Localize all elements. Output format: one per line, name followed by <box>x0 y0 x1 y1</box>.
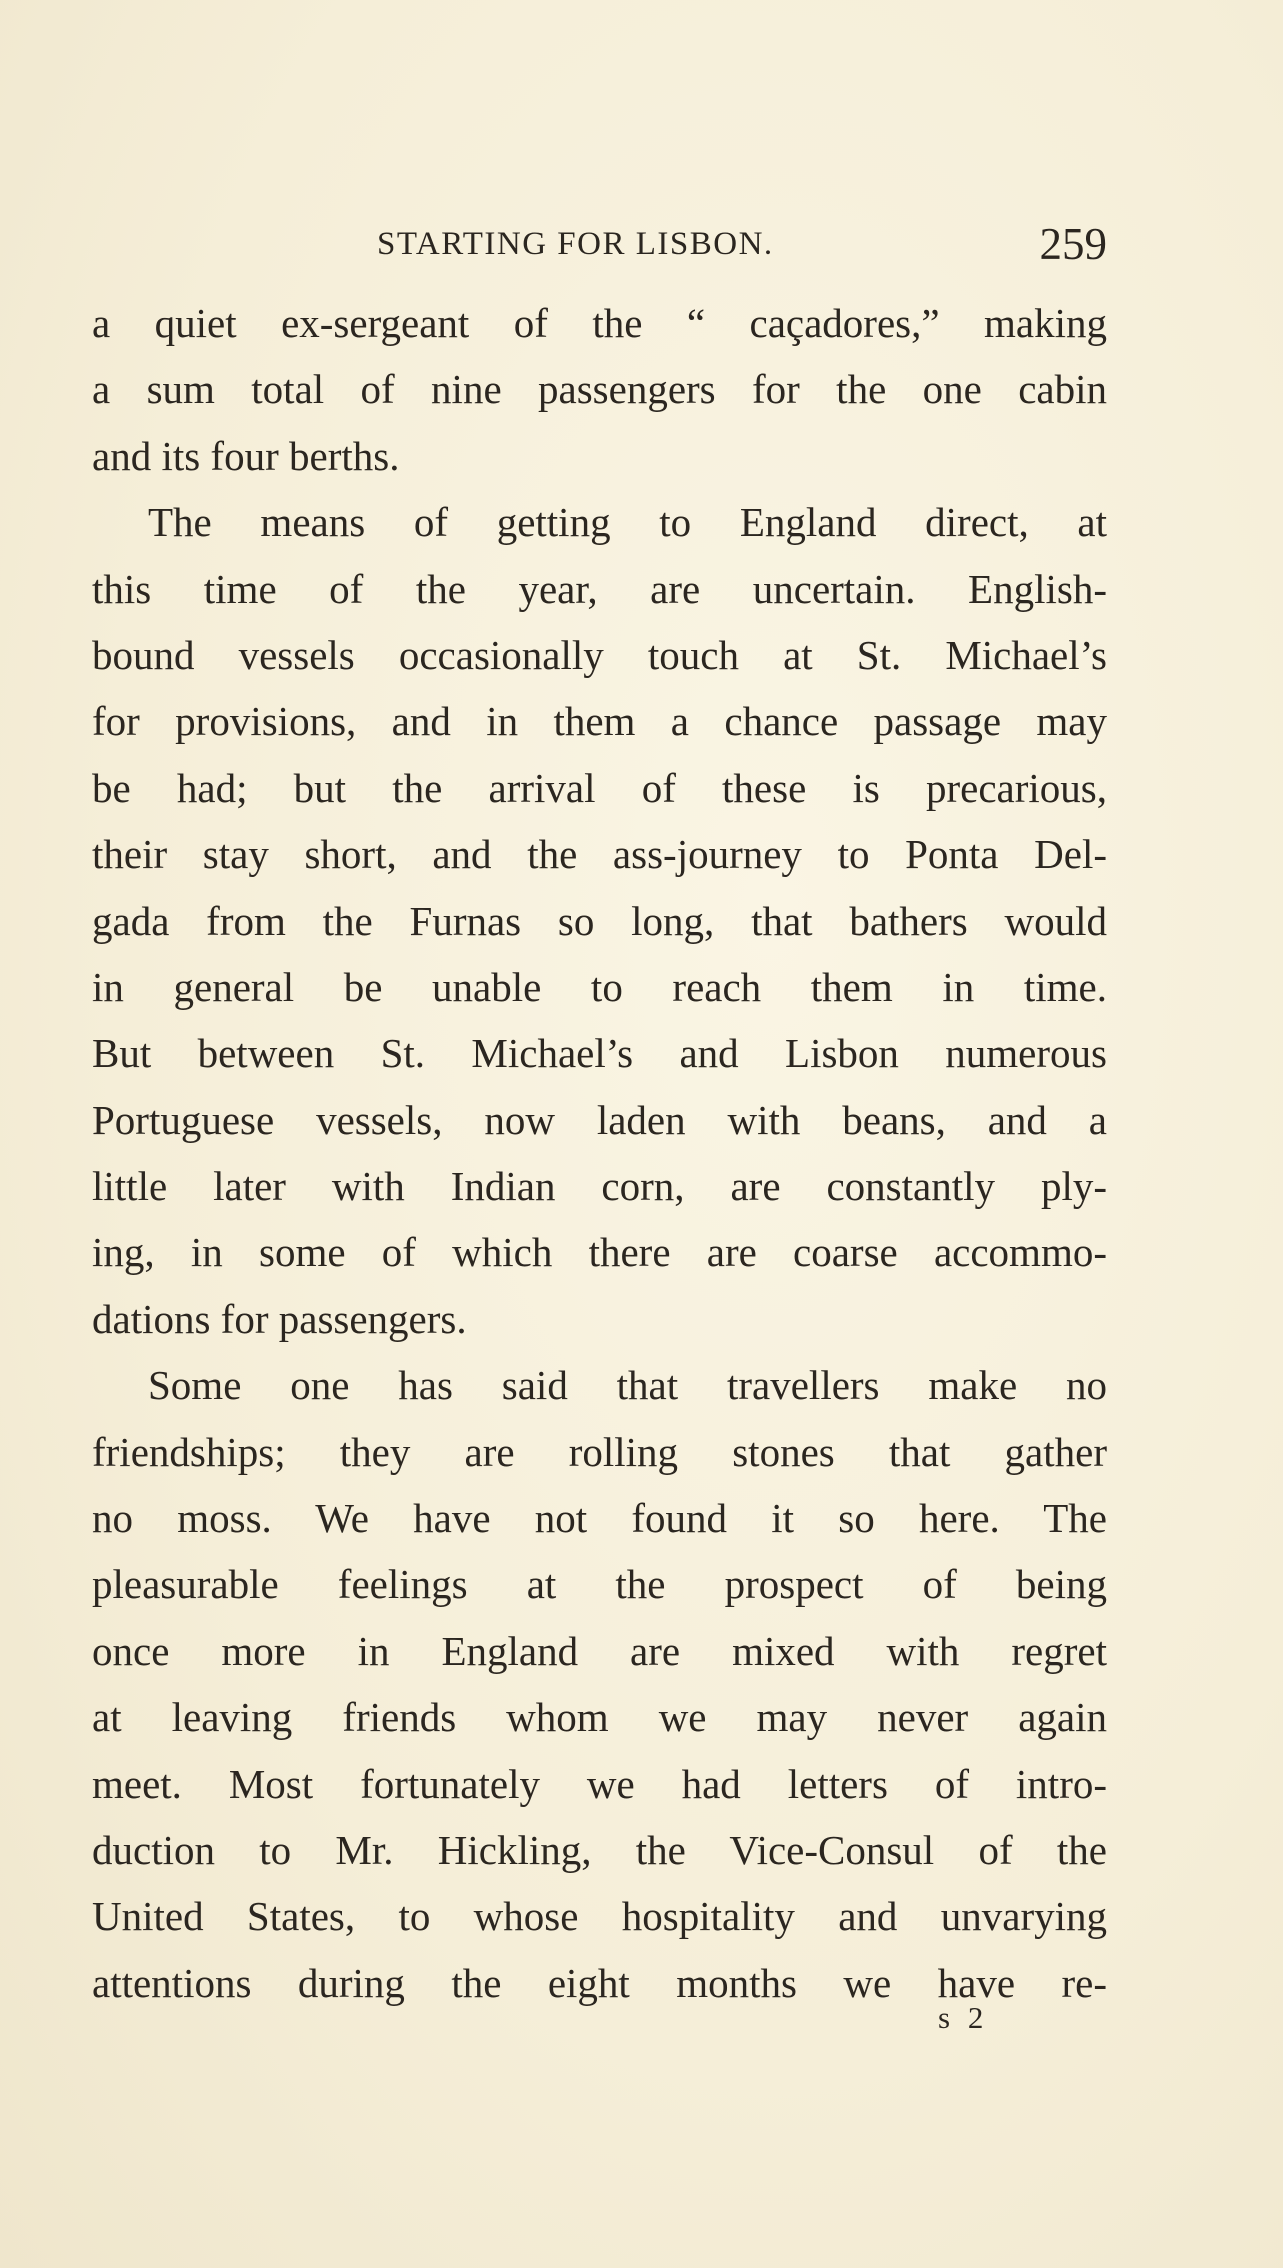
signature-mark: s 2 <box>938 2000 989 2035</box>
text-line: and its four berths. <box>92 432 400 479</box>
text-line: bound vessels occasionally touch at St. Michael’s <box>92 631 1107 678</box>
text-line: United States, to whose hospitality and unvarying <box>92 1893 1107 1940</box>
text-line: no moss. We have not found it so here. The <box>92 1495 1107 1542</box>
text-line: duction to Mr. Hickling, the Vice-Consul of the <box>92 1826 1107 1873</box>
text-line: once more in England are mixed with regret <box>92 1627 1107 1674</box>
text-line: ing, in some of which there are coarse accommo- <box>92 1229 1107 1276</box>
text-line: friendships; they are rolling stones that gather <box>92 1428 1107 1475</box>
body-text <box>92 290 1107 2016</box>
text-line: attentions during the eight months we have re- <box>92 1959 1107 2006</box>
text-line: little later with Indian corn, are constantly ply- <box>92 1163 1107 1210</box>
text-line: their stay short, and the ass-journey to Ponta Del- <box>92 831 1107 878</box>
text-line: be had; but the arrival of these is precarious, <box>92 764 1107 811</box>
text-line: meet. Most fortunately we had letters of intro- <box>92 1760 1107 1807</box>
text-line: for provisions, and in them a chance passage may <box>92 698 1107 745</box>
running-title: STARTING FOR LISBON. <box>377 226 774 262</box>
text-line: The means of getting to England direct, at <box>148 499 1107 546</box>
text-line: gada from the Furnas so long, that bathers would <box>92 897 1107 944</box>
text-line: Portuguese vessels, now laden with beans, and a <box>92 1096 1107 1143</box>
text-line: pleasurable feelings at the prospect of being <box>92 1561 1107 1608</box>
text-line: a quiet ex-sergeant of the “ caçadores,” making <box>92 300 1107 346</box>
running-head <box>92 218 1107 274</box>
text-line: at leaving friends whom we may never again <box>92 1694 1107 1741</box>
text-line: dations for passengers. <box>92 1295 467 1342</box>
text-line: But between St. Michael’s and Lisbon numerous <box>92 1030 1107 1077</box>
page-number: 259 <box>1039 219 1107 269</box>
text-line: Some one has said that travellers make no <box>148 1362 1107 1409</box>
text-line: in general be unable to reach them in time. <box>92 963 1107 1010</box>
text-line: a sum total of nine passengers for the one cabin <box>92 366 1107 413</box>
text-line: this time of the year, are uncertain. English- <box>92 565 1107 612</box>
